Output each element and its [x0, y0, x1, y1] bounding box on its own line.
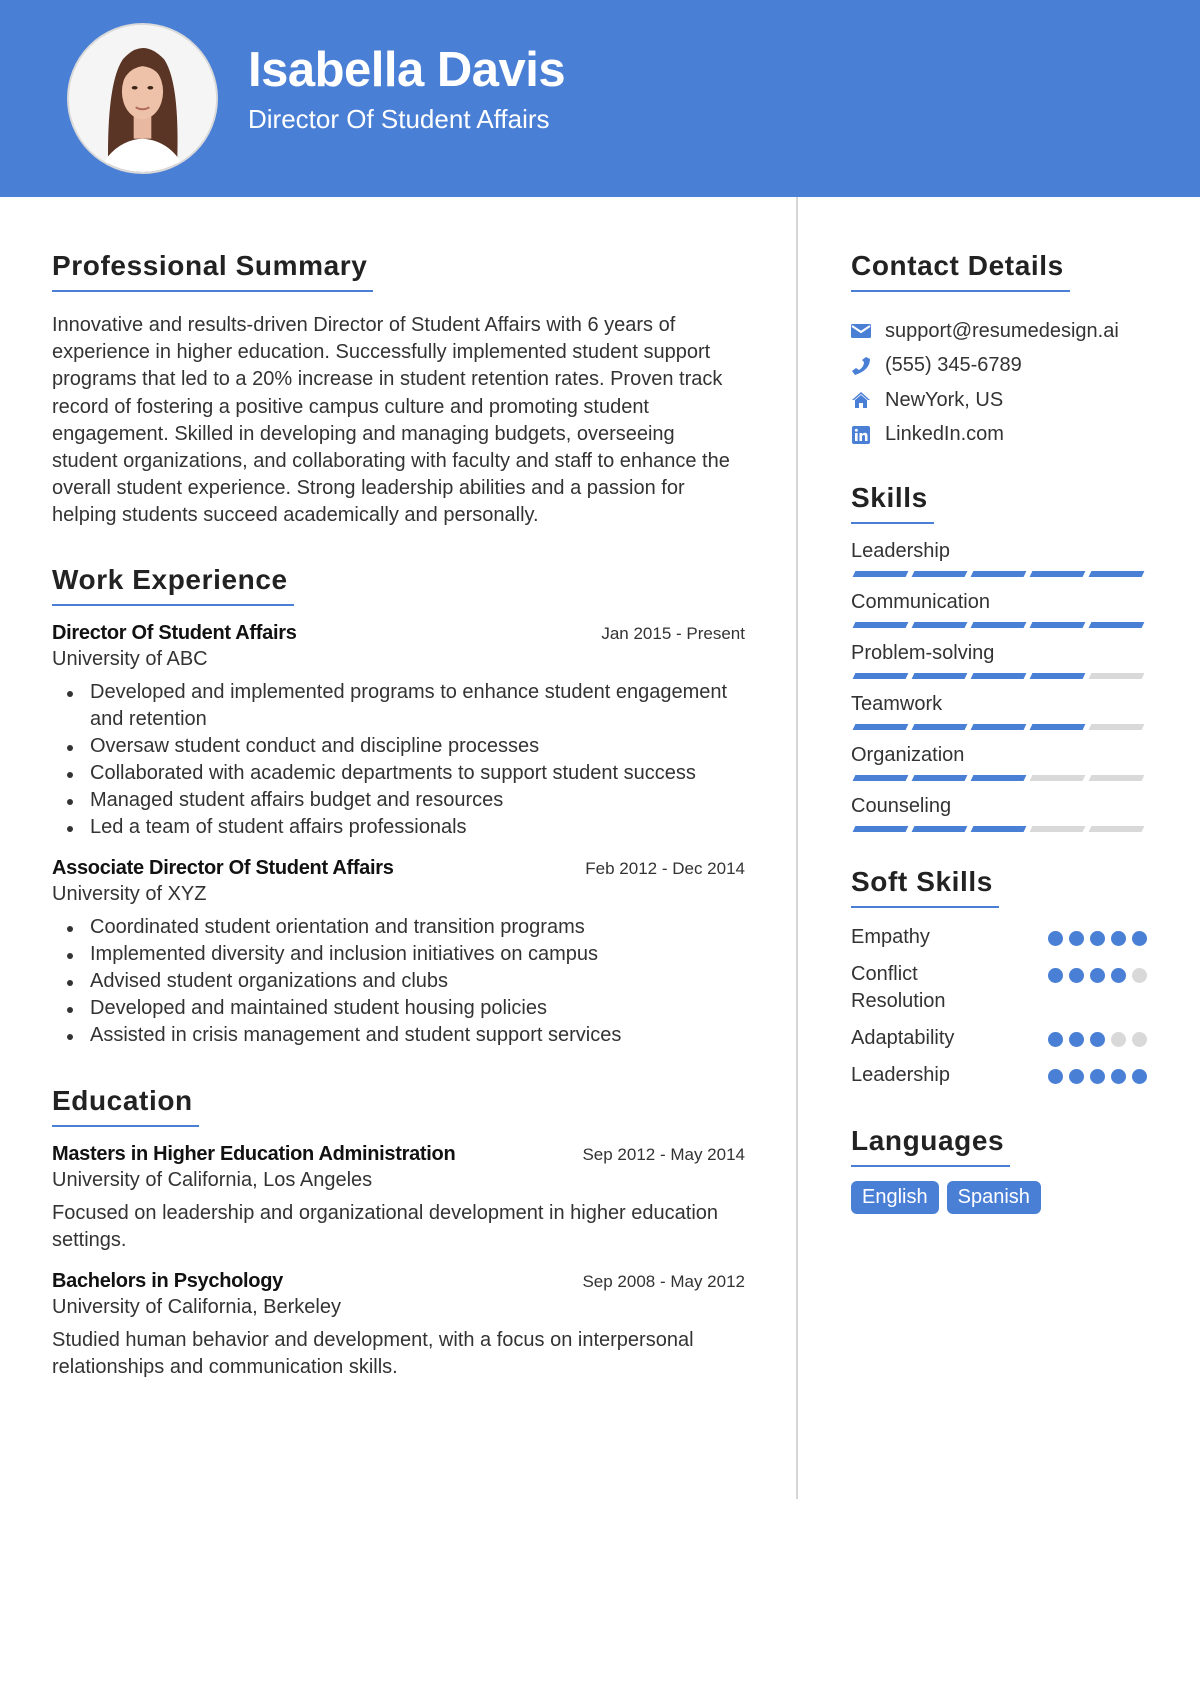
section-heading: Languages [851, 1125, 1010, 1167]
soft-skill-item [851, 1025, 1147, 1052]
section-heading: Professional Summary [52, 250, 373, 292]
soft-skill-rating [1048, 961, 1147, 983]
languages-section [851, 1125, 1147, 1214]
job-dates: Jan 2015 - Present [601, 623, 745, 643]
school: University of California, Berkeley [52, 1295, 341, 1318]
soft-skill-item [851, 961, 1147, 1015]
rating-dot-icon [1069, 1032, 1084, 1047]
contact-location [851, 383, 1147, 418]
linkedin-text: LinkedIn.com [885, 423, 1004, 446]
skill-level-bar [851, 571, 1147, 577]
skill-level-segment [1089, 673, 1145, 679]
envelope-icon [851, 321, 871, 341]
rating-dot-icon [1069, 968, 1084, 983]
skill-level-segment [971, 724, 1027, 730]
skill-level-segment [853, 826, 909, 832]
skill-level-segment [912, 622, 968, 628]
skills-section [851, 482, 1147, 832]
rating-dot-icon [1090, 1032, 1105, 1047]
education-description: Focused on leadership and organizational development in higher education settings. [52, 1201, 719, 1251]
job-title: Associate Director Of Student Affairs [52, 856, 394, 879]
skill-level-segment [1030, 571, 1086, 577]
experience-entry [52, 622, 745, 841]
soft-skill-name: Leadership [851, 1064, 950, 1086]
rating-dot-icon [1090, 1069, 1105, 1084]
skill-item [851, 693, 1147, 730]
home-icon [851, 390, 871, 410]
skill-level-segment [1089, 622, 1145, 628]
skill-item [851, 591, 1147, 628]
skill-level-segment [912, 673, 968, 679]
skill-item [851, 642, 1147, 679]
employer: University of ABC [52, 647, 208, 670]
skill-level-segment [853, 775, 909, 781]
contact-email[interactable] [851, 314, 1147, 349]
skill-level-segment [912, 826, 968, 832]
skill-level-segment [1089, 724, 1145, 730]
soft-skills-section [851, 866, 1147, 1089]
skill-level-segment [1030, 673, 1086, 679]
section-heading: Skills [851, 482, 934, 524]
skill-item [851, 744, 1147, 781]
skill-level-segment [912, 775, 968, 781]
skill-level-segment [1089, 571, 1145, 577]
education-section [52, 1085, 745, 1381]
portrait-image [69, 25, 216, 172]
phone-text: (555) 345-6789 [885, 354, 1022, 377]
skill-item [851, 540, 1147, 577]
skill-name: Teamwork [851, 693, 943, 715]
responsibility-item: Assisted in crisis management and student support services [52, 1022, 745, 1049]
professional-summary-section [52, 250, 745, 530]
candidate-name: Isabella Davis [248, 43, 566, 97]
responsibility-list [52, 679, 745, 841]
responsibility-item: Implemented diversity and inclusion initiatives on campus [52, 941, 745, 968]
skill-item [851, 795, 1147, 832]
skill-level-bar [851, 724, 1147, 730]
job-dates: Feb 2012 - Dec 2014 [585, 858, 745, 878]
skill-level-segment [1089, 775, 1145, 781]
skill-level-segment [912, 571, 968, 577]
language-badge: Spanish [947, 1181, 1041, 1214]
skill-level-segment [1030, 724, 1086, 730]
linkedin-icon [851, 425, 871, 445]
degree: Bachelors in Psychology [52, 1269, 283, 1292]
responsibility-item: Oversaw student conduct and discipline processes [52, 733, 745, 760]
soft-skill-name: Empathy [851, 926, 930, 948]
school: University of California, Los Angeles [52, 1168, 373, 1191]
skill-level-segment [971, 826, 1027, 832]
rating-dot-icon [1069, 931, 1084, 946]
section-heading: Soft Skills [851, 866, 999, 908]
rating-dot-icon [1069, 1069, 1084, 1084]
rating-dot-icon [1132, 968, 1147, 983]
rating-dot-icon [1111, 1032, 1126, 1047]
sidebar-column [851, 250, 1147, 1250]
soft-skill-item [851, 924, 1147, 951]
contact-linkedin[interactable] [851, 418, 1147, 453]
rating-dot-icon [1048, 968, 1063, 983]
degree: Masters in Higher Education Administration [52, 1142, 456, 1165]
responsibility-item: Managed student affairs budget and resources [52, 787, 745, 814]
rating-dot-icon [1132, 931, 1147, 946]
rating-dot-icon [1111, 931, 1126, 946]
skill-level-segment [1030, 826, 1086, 832]
skill-level-segment [912, 724, 968, 730]
skill-level-segment [1030, 775, 1086, 781]
responsibility-item: Collaborated with academic departments to support student success [52, 760, 745, 787]
responsibility-item: Led a team of student affairs professionals [52, 814, 745, 841]
responsibility-item: Advised student organizations and clubs [52, 968, 745, 995]
resume-header [0, 0, 1200, 197]
responsibility-list [52, 914, 745, 1049]
rating-dot-icon [1132, 1032, 1147, 1047]
contact-phone[interactable] [851, 349, 1147, 384]
skill-level-bar [851, 826, 1147, 832]
skill-level-segment [853, 673, 909, 679]
language-badge: English [851, 1181, 939, 1214]
summary-text: Innovative and results-driven Director of Student Affairs with 6 years of experience in higher education. Successfully implemented student support programs that led to a 20% increase in student retention rates. Proven track record of fostering a positive campus culture and promoting student engagement. Skilled in developing and managing budgets, overseeing student organizations, and collaborating with faculty and staff to enhance the overall student experience. Strong leadership abilities and a passion for helping students succeed academically and personally. [52, 314, 730, 527]
skill-name: Organization [851, 744, 965, 766]
education-description: Studied human behavior and development, with a focus on interpersonal relationships and communication skills. [52, 1328, 694, 1378]
skill-level-segment [1030, 622, 1086, 628]
education-entry [52, 1143, 745, 1254]
skill-level-bar [851, 622, 1147, 628]
responsibility-item: Developed and maintained student housing policies [52, 995, 745, 1022]
skill-level-segment [971, 673, 1027, 679]
phone-icon [851, 356, 871, 376]
skill-level-segment [971, 775, 1027, 781]
work-experience-section [52, 564, 745, 1049]
rating-dot-icon [1111, 968, 1126, 983]
job-title: Director Of Student Affairs [52, 621, 297, 644]
section-heading: Education [52, 1085, 199, 1127]
location-text: NewYork, US [885, 388, 1004, 411]
skill-level-segment [853, 724, 909, 730]
candidate-title: Director Of Student Affairs [248, 104, 550, 134]
rating-dot-icon [1048, 1069, 1063, 1084]
skill-level-segment [853, 571, 909, 577]
rating-dot-icon [1132, 1069, 1147, 1084]
profile-photo [67, 23, 218, 174]
skill-level-segment [853, 622, 909, 628]
section-heading: Work Experience [52, 564, 294, 606]
education-dates: Sep 2008 - May 2012 [582, 1271, 745, 1291]
skill-level-bar [851, 775, 1147, 781]
soft-skill-rating [1048, 924, 1147, 946]
skill-name: Communication [851, 591, 990, 613]
rating-dot-icon [1048, 1032, 1063, 1047]
responsibility-item: Coordinated student orientation and transition programs [52, 914, 745, 941]
education-dates: Sep 2012 - May 2014 [582, 1144, 745, 1164]
education-entry [52, 1270, 745, 1381]
skill-level-segment [971, 622, 1027, 628]
employer: University of XYZ [52, 882, 207, 905]
responsibility-item: Developed and implemented programs to enhance student engagement and retention [52, 679, 745, 733]
soft-skill-rating [1048, 1025, 1147, 1047]
rating-dot-icon [1090, 931, 1105, 946]
column-divider [796, 197, 798, 1499]
experience-entry [52, 857, 745, 1049]
main-column [52, 250, 745, 1417]
skill-name: Leadership [851, 540, 950, 562]
skill-level-segment [971, 571, 1027, 577]
contact-section [851, 250, 1147, 452]
section-heading: Contact Details [851, 250, 1070, 292]
soft-skill-rating [1048, 1062, 1147, 1084]
skill-level-bar [851, 673, 1147, 679]
skill-level-segment [1089, 826, 1145, 832]
rating-dot-icon [1111, 1069, 1126, 1084]
soft-skill-name: Adaptability [851, 1027, 955, 1049]
soft-skill-item [851, 1062, 1147, 1089]
skill-name: Counseling [851, 795, 952, 817]
rating-dot-icon [1048, 931, 1063, 946]
email-text: support@resumedesign.ai [885, 319, 1119, 342]
soft-skill-name: Conflict Resolution [851, 963, 946, 1012]
rating-dot-icon [1090, 968, 1105, 983]
skill-name: Problem-solving [851, 642, 995, 664]
